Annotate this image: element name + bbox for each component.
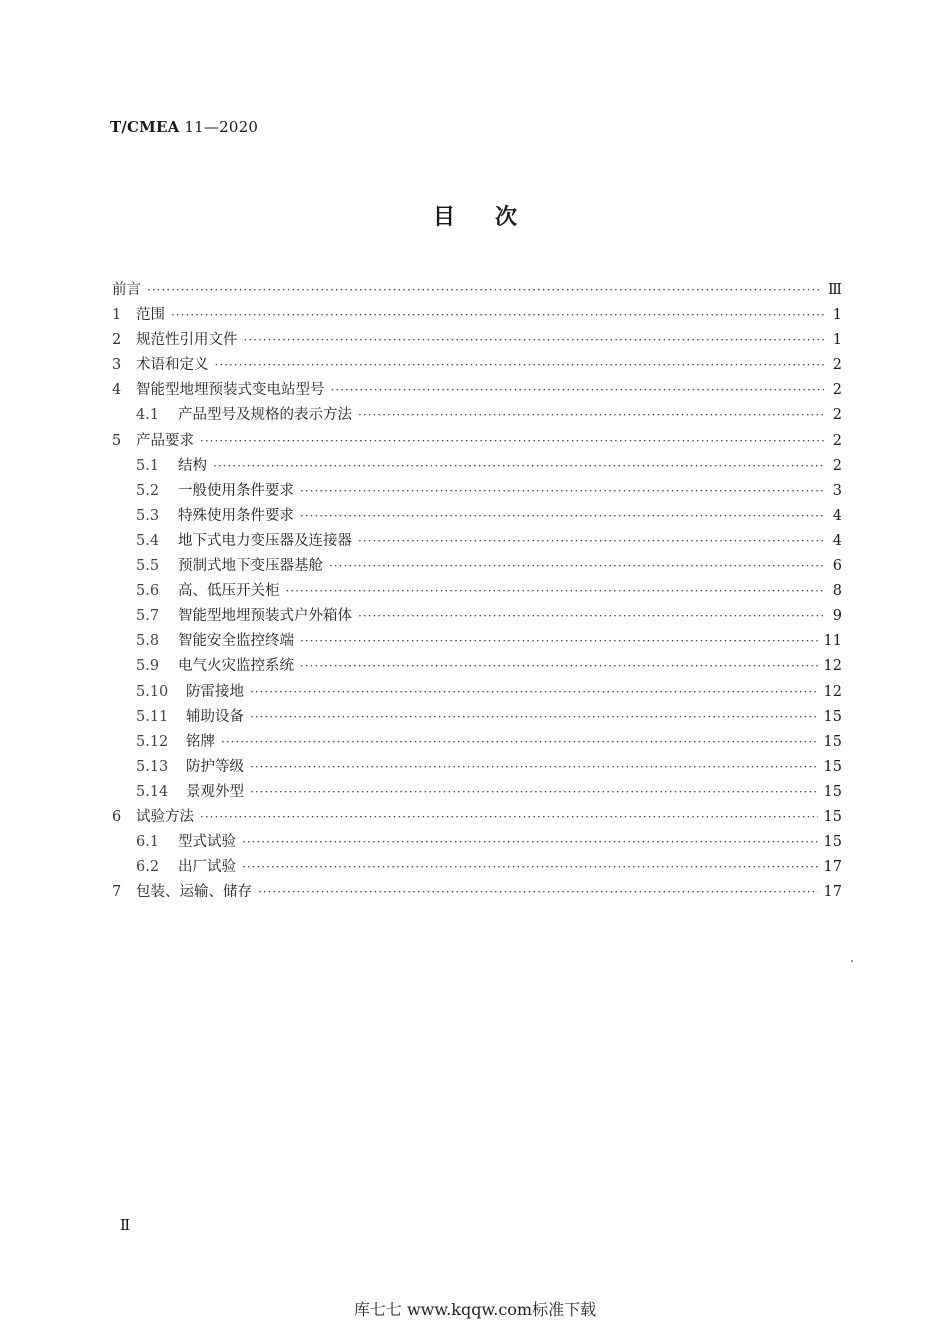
toc-entry-page: 15 (823, 758, 842, 775)
toc-entry-number: 5.8 (136, 633, 160, 650)
toc-entry-label: 景观外型 (186, 783, 244, 800)
standard-code (110, 118, 258, 136)
toc-entry[interactable] (112, 278, 842, 303)
scan-speck (851, 960, 853, 962)
toc-entry-number: 5.3 (136, 507, 160, 524)
toc-leader-dots (300, 504, 824, 529)
toc-entry[interactable] (112, 529, 842, 554)
toc-entry-page: 2 (832, 357, 842, 374)
toc-entry-number: 7 (112, 884, 122, 901)
toc-entry-page: 9 (832, 608, 842, 625)
toc-entry-number: 5.9 (136, 658, 160, 675)
toc-leader-dots (221, 730, 818, 755)
toc-entry-number: 5.11 (136, 708, 169, 725)
toc-entry-page: 6 (832, 558, 842, 575)
toc-entry-label: 试验方法 (136, 808, 194, 825)
toc-entry-page: 2 (832, 457, 842, 474)
toc-entry-number: 5.7 (136, 608, 160, 625)
toc-entry-page: 2 (832, 382, 842, 399)
toc-leader-dots (358, 604, 824, 629)
toc-entry[interactable] (112, 880, 842, 905)
toc-entry[interactable] (112, 730, 842, 755)
toc-entry-number: 1 (112, 307, 122, 324)
toc-leader-dots (250, 680, 818, 705)
toc-entry-label: 铭牌 (186, 733, 215, 750)
toc-entry-label: 出厂试验 (178, 859, 236, 876)
toc-entry-number: 6 (112, 808, 122, 825)
toc-entry-label: 智能型地埋预装式户外箱体 (178, 608, 352, 625)
toc-leader-dots (286, 579, 825, 604)
toc-entry[interactable] (112, 780, 842, 805)
toc-entry-number: 5.12 (136, 733, 169, 750)
toc-entry-number: 6.1 (136, 834, 160, 851)
toc-leader-dots (200, 805, 818, 830)
toc-leader-dots (358, 529, 824, 554)
toc-entry-label: 产品型号及规格的表示方法 (178, 407, 352, 424)
page-number: Ⅱ (120, 1216, 131, 1234)
toc-entry-label: 范围 (136, 307, 165, 324)
watermark-text: 库七七 www.kqqw.com标准下载 (353, 1300, 597, 1319)
toc-entry[interactable] (112, 579, 842, 604)
toc-entry-number: 2 (112, 332, 122, 349)
toc-entry[interactable] (112, 805, 842, 830)
toc-entry-label: 防护等级 (186, 758, 244, 775)
toc-entry[interactable] (112, 504, 842, 529)
toc-entry[interactable] (112, 654, 842, 679)
standard-code-prefix: T/CMEA (110, 118, 180, 136)
toc-entry-page: 1 (832, 307, 842, 324)
toc-entry-page: 17 (823, 884, 842, 901)
toc-entry-label: 规范性引用文件 (136, 332, 238, 349)
toc-entry[interactable] (112, 403, 842, 428)
toc-entry[interactable] (112, 755, 842, 780)
toc-entry-page: 12 (823, 683, 842, 700)
toc-entry-label: 辅助设备 (186, 708, 244, 725)
toc-entry[interactable] (112, 429, 842, 454)
toc-entry-number: 5 (112, 432, 122, 449)
standard-code-number: 11—2020 (179, 118, 259, 136)
toc-leader-dots (250, 780, 818, 805)
toc-entry-number: 5.5 (136, 558, 160, 575)
toc-entry-label: 结构 (178, 457, 207, 474)
toc-entry-page: Ⅲ (828, 282, 842, 298)
toc-entry-label: 智能型地埋预装式变电站型号 (136, 382, 325, 399)
toc-entry[interactable] (112, 705, 842, 730)
toc-entry-number: 5.1 (136, 457, 160, 474)
toc-entry-number: 4 (112, 382, 122, 399)
toc-entry-page: 1 (832, 332, 842, 349)
toc-leader-dots (242, 855, 818, 880)
toc-entry-label: 地下式电力变压器及连接器 (178, 532, 352, 549)
toc-entry[interactable] (112, 604, 842, 629)
toc-entry-number: 6.2 (136, 859, 160, 876)
toc-entry-label: 电气火灾监控系统 (178, 658, 294, 675)
toc-entry-label: 产品要求 (136, 432, 194, 449)
toc-entry-page: 15 (823, 708, 842, 725)
toc-leader-dots (331, 378, 825, 403)
toc-entry-number: 4.1 (136, 407, 160, 424)
toc-entry-number: 3 (112, 357, 122, 374)
toc-leader-dots (358, 403, 824, 428)
toc-entry-number: 5.4 (136, 532, 160, 549)
toc-leader-dots (258, 880, 818, 905)
toc-leader-dots (200, 429, 824, 454)
toc-entry[interactable] (112, 830, 842, 855)
toc-leader-dots (329, 554, 824, 579)
toc-entry-number: 5.2 (136, 482, 160, 499)
toc-leader-dots (215, 353, 825, 378)
toc-entry-page: 2 (832, 432, 842, 449)
toc-entry-page: 8 (832, 583, 842, 600)
toc-leader-dots (250, 705, 818, 730)
toc-entry-label: 智能安全监控终端 (178, 633, 294, 650)
toc-leader-dots (300, 629, 818, 654)
toc-entry[interactable] (112, 479, 842, 504)
toc-leader-dots (147, 278, 822, 303)
toc-entry-page: 2 (832, 407, 842, 424)
toc-leader-dots (244, 328, 825, 353)
toc-entry[interactable] (112, 680, 842, 705)
toc-entry-label: 特殊使用条件要求 (178, 507, 294, 524)
table-of-contents (112, 278, 842, 905)
toc-entry-label: 前言 (112, 282, 141, 298)
toc-entry-number: 5.10 (136, 683, 169, 700)
toc-entry-label: 预制式地下变压器基舱 (178, 558, 323, 575)
toc-entry-label: 一般使用条件要求 (178, 482, 294, 499)
toc-entry[interactable] (112, 303, 842, 328)
toc-entry-label: 防雷接地 (186, 683, 244, 700)
toc-entry[interactable] (112, 855, 842, 880)
toc-entry-label: 高、低压开关柜 (178, 583, 280, 600)
toc-entry-page: 4 (832, 507, 842, 524)
toc-entry-page: 12 (823, 658, 842, 675)
toc-entry[interactable] (112, 554, 842, 579)
toc-entry-label: 术语和定义 (136, 357, 209, 374)
toc-entry-label: 包装、运输、储存 (136, 884, 252, 901)
toc-title: 目次 (432, 204, 557, 230)
toc-entry-page: 15 (823, 834, 842, 851)
toc-leader-dots (300, 479, 824, 504)
toc-entry[interactable] (112, 629, 842, 654)
toc-entry-page: 11 (823, 633, 842, 650)
toc-leader-dots (242, 830, 818, 855)
toc-entry[interactable] (112, 328, 842, 353)
toc-leader-dots (213, 454, 824, 479)
toc-entry[interactable] (112, 353, 842, 378)
toc-entry-page: 15 (823, 783, 842, 800)
toc-entry-page: 15 (823, 808, 842, 825)
toc-leader-dots (300, 654, 818, 679)
toc-entry-label: 型式试验 (178, 834, 236, 851)
toc-entry-number: 5.14 (136, 783, 169, 800)
toc-leader-dots (171, 303, 824, 328)
toc-entry-number: 5.13 (136, 758, 169, 775)
toc-entry-number: 5.6 (136, 583, 160, 600)
toc-entry-page: 17 (823, 859, 842, 876)
toc-leader-dots (250, 755, 818, 780)
toc-entry-page: 3 (832, 482, 842, 499)
toc-entry[interactable] (112, 378, 842, 403)
toc-entry-page: 15 (823, 733, 842, 750)
toc-entry-page: 4 (832, 532, 842, 549)
toc-entry[interactable] (112, 454, 842, 479)
